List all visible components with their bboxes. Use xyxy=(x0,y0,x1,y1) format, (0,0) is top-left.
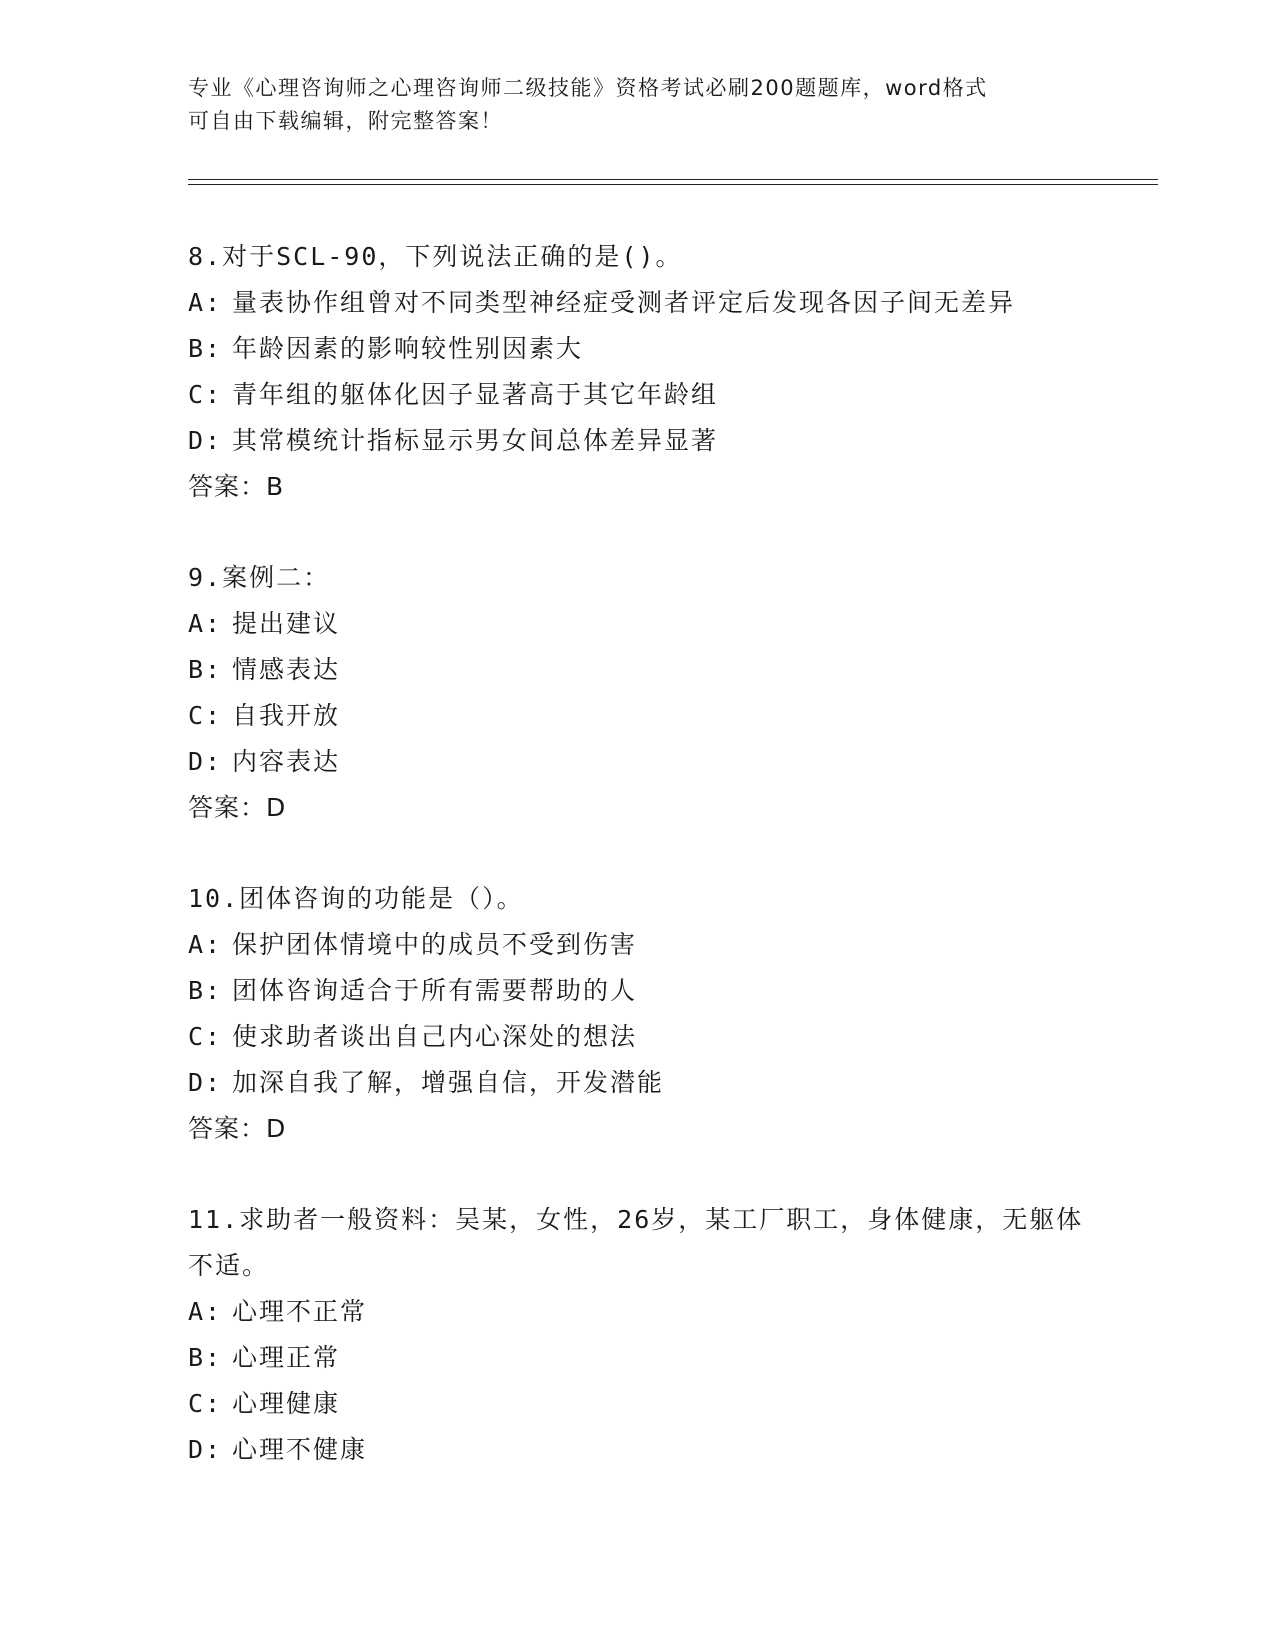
option-text: 团体咨询适合于所有需要帮助的人 xyxy=(232,976,638,1005)
option-text: 提出建议 xyxy=(232,609,341,638)
option-letter: C: xyxy=(188,701,223,730)
option-letter: C: xyxy=(188,380,223,409)
option-text: 心理不正常 xyxy=(232,1297,368,1326)
question-list xyxy=(188,234,1088,1518)
option-text: 情感表达 xyxy=(232,655,341,684)
answer-line: 答案：D xyxy=(188,793,287,822)
document-header xyxy=(188,72,1088,138)
question-11 xyxy=(188,1197,1088,1473)
question-stem: 8.对于SCL-90，下列说法正确的是()。 xyxy=(188,242,683,271)
option-c xyxy=(188,1381,1088,1427)
option-c xyxy=(188,1014,1088,1060)
question-8 xyxy=(188,234,1088,510)
question-10 xyxy=(188,876,1088,1152)
option-letter: D: xyxy=(188,1435,223,1464)
option-letter: A: xyxy=(188,288,223,317)
option-d xyxy=(188,1060,1088,1106)
option-a xyxy=(188,922,1088,968)
option-letter: B: xyxy=(188,334,223,363)
option-text: 保护团体情境中的成员不受到伤害 xyxy=(232,930,638,959)
option-d xyxy=(188,1427,1088,1473)
option-letter: C: xyxy=(188,1022,223,1051)
option-text: 加深自我了解，增强自信，开发潜能 xyxy=(232,1068,665,1097)
option-c xyxy=(188,693,1088,739)
option-text: 其常模统计指标显示男女间总体差异显著 xyxy=(232,426,719,455)
option-b xyxy=(188,968,1088,1014)
option-text: 青年组的躯体化因子显著高于其它年龄组 xyxy=(232,380,719,409)
option-text: 使求助者谈出自己内心深处的想法 xyxy=(232,1022,638,1051)
header-rule-bottom xyxy=(188,184,1158,185)
option-c xyxy=(188,372,1088,418)
answer-line: 答案：D xyxy=(188,1114,287,1143)
question-9 xyxy=(188,555,1088,831)
option-letter: A: xyxy=(188,1297,223,1326)
option-text: 量表协作组曾对不同类型神经症受测者评定后发现各因子间无差异 xyxy=(232,288,1016,317)
option-letter: A: xyxy=(188,609,223,638)
option-d xyxy=(188,739,1088,785)
option-letter: D: xyxy=(188,747,223,776)
option-b xyxy=(188,326,1088,372)
option-text: 心理正常 xyxy=(232,1343,341,1372)
option-letter: D: xyxy=(188,426,223,455)
option-a xyxy=(188,280,1088,326)
option-text: 心理健康 xyxy=(232,1389,341,1418)
option-letter: B: xyxy=(188,655,223,684)
option-letter: C: xyxy=(188,1389,223,1418)
option-text: 内容表达 xyxy=(232,747,341,776)
option-letter: B: xyxy=(188,1343,223,1372)
option-a xyxy=(188,601,1088,647)
answer-line: 答案：B xyxy=(188,472,285,501)
header-line-1: 专业《心理咨询师之心理咨询师二级技能》资格考试必刷200题题库，word格式 xyxy=(188,76,988,100)
option-b xyxy=(188,647,1088,693)
header-line-2: 可自由下载编辑，附完整答案！ xyxy=(188,109,503,133)
option-text: 心理不健康 xyxy=(232,1435,368,1464)
question-stem: 10.团体咨询的功能是（）。 xyxy=(188,884,524,913)
question-stem: 11.求助者一般资料：吴某，女性，26岁，某工厂职工，身体健康，无躯体不适。 xyxy=(188,1205,1084,1280)
option-letter: D: xyxy=(188,1068,223,1097)
option-b xyxy=(188,1335,1088,1381)
option-text: 年龄因素的影响较性别因素大 xyxy=(232,334,584,363)
question-stem: 9.案例二： xyxy=(188,563,331,592)
option-letter: B: xyxy=(188,976,223,1005)
option-text: 自我开放 xyxy=(232,701,341,730)
option-d xyxy=(188,418,1088,464)
option-letter: A: xyxy=(188,930,223,959)
header-rule-top xyxy=(188,179,1158,180)
option-a xyxy=(188,1289,1088,1335)
